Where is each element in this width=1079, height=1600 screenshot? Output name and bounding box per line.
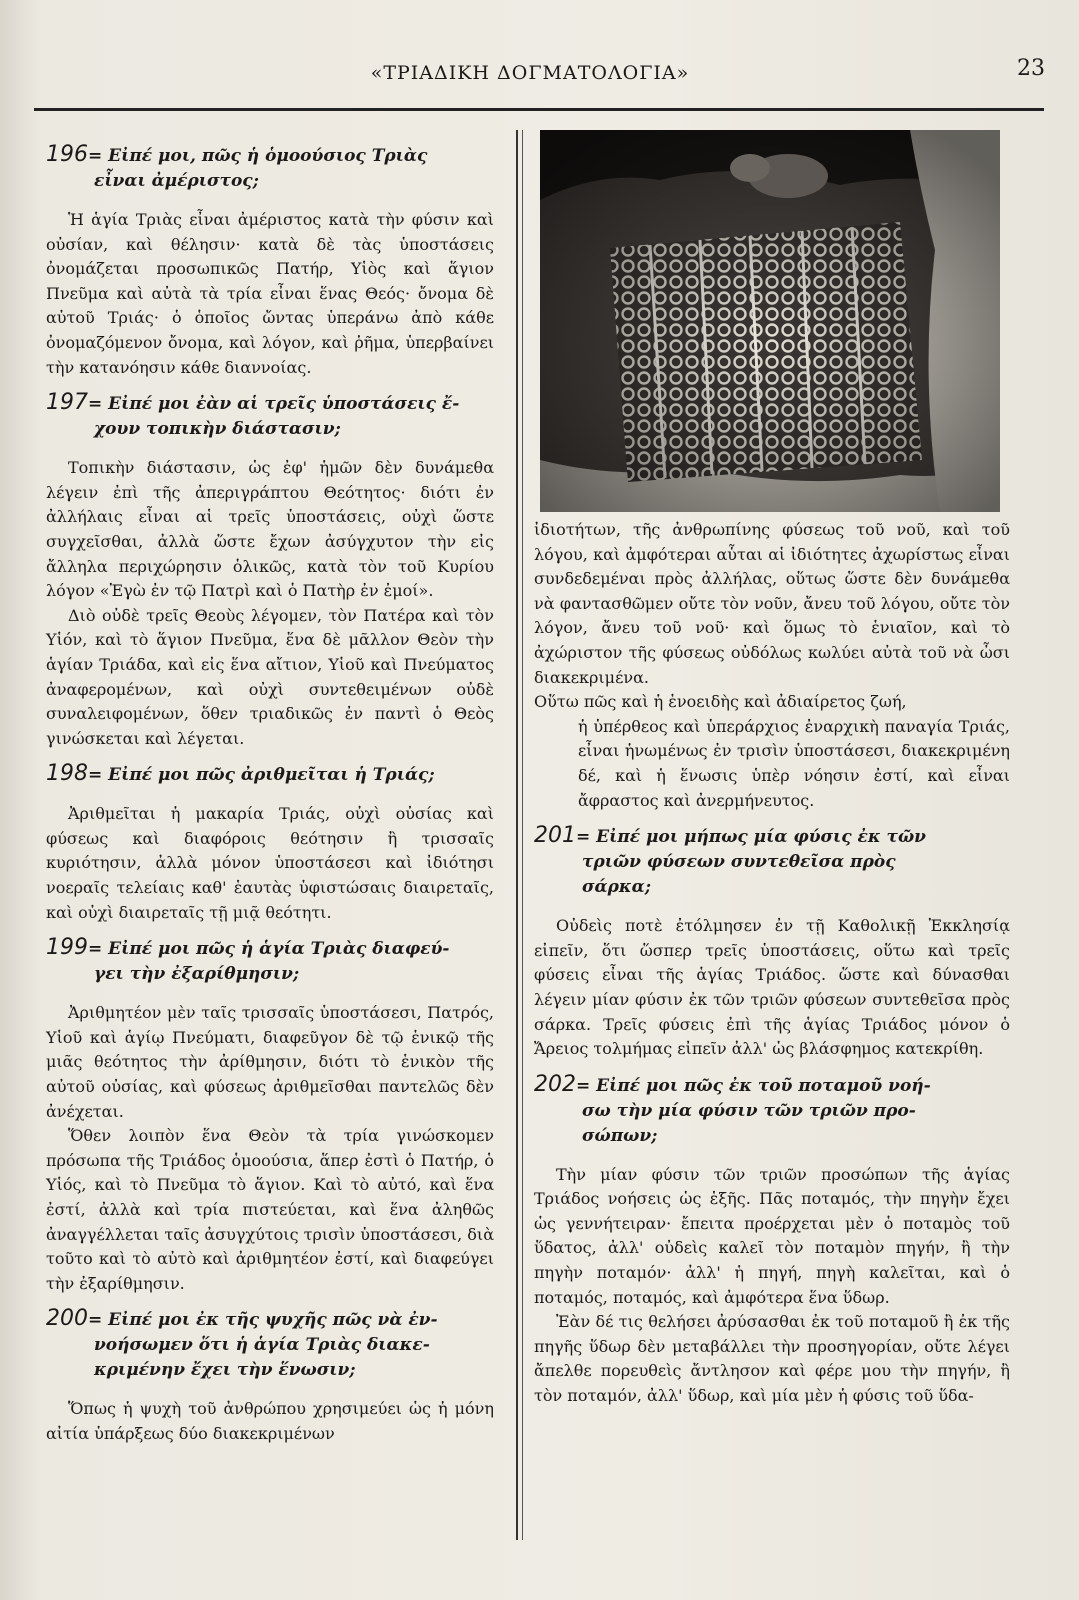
question-number: 200 — [46, 1306, 88, 1332]
answer-202-p2: Ἐὰν δέ τις θελήσει ἀρύσασθαι ἐκ τοῦ ποταμοῦ ἢ ἐκ τῆς πηγῆς ὕδωρ δὲν μεταβάλλει τὴν προσηγορίαν, οὔτε λέγει ἄπελθε πορευθεὶς ἄντλησον καὶ φέρε μου τὴν πηγήν, ἢ τὸν ποταμόν, ἀλλ' ὕδωρ, καὶ μία μὲν ἡ φύσις τοῦ ὕδα- — [534, 1312, 1010, 1406]
answer-196: Ἡ ἁγία Τριὰς εἶναι ἀμέριστος κατὰ τὴν φύσιν καὶ οὐσίαν, καὶ θέλησιν· κατὰ δὲ τὰς ὑποστάσεις ὀνομάζεται προσωπικῶς Πατήρ, Υἱὸς καὶ ἅγιον Πνεῦμα καὶ αὐτὰ τὰ τρία εἶναι ἕνας Θεός· ὄνομα δὲ αὐτοῦ Τριάς· ὁ ὁποῖος ὤντας ὑπεράνω ἀπὸ κάθε ὀνομαζόμενον ὄνομα, καὶ λόγον, καὶ ῥῆμα, ὑπερβαίνει τὴν κατανόησιν κάθε διαννοίας. — [46, 210, 494, 377]
question-line: = Εἰπέ μοι πῶς ἡ ἁγία Τριὰς διαφεύ- — [88, 939, 450, 960]
right-column — [534, 518, 1010, 1409]
textile-photograph-image — [540, 130, 1000, 512]
question-line: = Εἰπέ μοι, πῶς ἡ ὁμοούσιος Τριὰς — [88, 146, 428, 166]
question-line: κριμένην ἔχει τὴν ἕνωσιν; — [94, 1360, 356, 1381]
column-divider — [516, 130, 518, 1540]
left-column — [46, 132, 494, 1447]
answer-199-p1: Ἀριθμητέον μὲν ταῖς τρισσαῖς ὑποστάσεσι, Πατρός, Υἱοῦ καὶ ἁγίῳ Πνεύματι, διαφεῦγον δὲ τῷ ἑνικῷ τῆς μιᾶς θεότητος τὴν ἀρίθμησιν, διότι τὸ ἑνικὸν τῆς αὐτοῦ οὐσίας, καὶ φύσεως ἀριθμεῖσθαι παντελῶς δὲν ἀνέχεται. — [46, 1003, 494, 1121]
question-number: 199 — [46, 935, 88, 961]
page-number: 23 — [1017, 56, 1045, 81]
question-line: = Εἰπέ μοι ἐὰν αἱ τρεῖς ὑποστάσεις ἔ- — [88, 394, 460, 415]
question-number: 198 — [46, 761, 88, 787]
question-line: σώπων; — [582, 1125, 658, 1146]
question-line: εἶναι ἀμέριστος; — [94, 171, 259, 191]
textile-photograph — [540, 130, 1000, 512]
question-196 — [46, 142, 494, 194]
question-200 — [46, 1306, 494, 1383]
question-number: 196 — [46, 142, 88, 167]
question-line: νοήσωμεν ὅτι ἡ ἁγία Τριὰς διακε- — [94, 1335, 430, 1356]
answer-202-p1: Τὴν μίαν φύσιν τῶν τριῶν προσώπων τῆς ἁγίας Τριάδος νοήσεις ὡς ἑξῆς. Πᾶς ποταμός, τὴν πηγὴν ἔχει ὡς γεννήτειραν· ἔπειτα προέρχεται μὲν ὁ ποταμὸς τοῦ ὕδατος, ἀλλ' οὐδεὶς καλεῖ τὸν ποταμὸν πηγήν, ἢ τὴν πηγὴν ποταμόν· ἀλλ' ἡ πηγή, πηγὴ καλεῖται, καὶ ὁ ποταμός, ποταμός, καὶ ἀμφότερα ἕνα ὕδωρ. — [534, 1164, 1010, 1307]
answer-199-p2: Ὅθεν λοιπὸν ἕνα Θεὸν τὰ τρία γινώσκομεν πρόσωπα τῆς Τριάδος ὁμοούσια, ἅπερ ἐστὶ ὁ Πατήρ, ὁ Υἱός, καὶ τὸ Πνεῦμα τὸ ἅγιον. Καὶ τὸ αὐτό, καὶ ἕνα ἐστί, ἀλλὰ καὶ τρία πιστεύεται, καὶ ἕνα ἀληθῶς ἀναγγέλλεται ταῖς ἀσυγχύτοις τρισὶν ὑποστάσεσι, διὰ τοῦτο καὶ τὸ αὐτὸ καὶ ἀριθμητέον ἐστί, καὶ διαφεύγει τὴν ἐξαρίθμησιν. — [46, 1126, 494, 1293]
answer-197-p1: Τοπικὴν διάστασιν, ὡς ἐφ' ἡμῶν δὲν δυνάμεθα λέγειν ἐπὶ τῆς ἀπεριγράπτου Θεότητος· διότι ἐν ἀλλήλαις εἶναι αἱ τρεῖς ὑποστάσεις, οὐχὶ ὥστε συγχεῖσθαι, ἀλλὰ ὥστε ἔχων ἀσύγχυτον τὴν εἰς ἄλληλα περιχώρησιν ὁλικῶς, κατὰ τὸν τοῦ Κυρίου λόγον «Ἐγὼ ἐν τῷ Πατρὶ καὶ ὁ Πατὴρ ἐν ἐμοί». — [46, 458, 494, 601]
answer-197-p2: Διὸ οὐδὲ τρεῖς Θεοὺς λέγομεν, τὸν Πατέρα καὶ τὸν Υἱόν, καὶ τὸ ἅγιον Πνεῦμα, ἕνα δὲ μᾶλλον Θεὸν τὴν ἁγίαν Τριάδα, καὶ εἰς ἕνα αἴτιον, Υἱοῦ καὶ Πνεύματος ἀναφερομένων, καὶ οὐχὶ συντεθειμένων οὐδὲ συναλειφομένων, ὅθεν τριαδικῶς ἐν παντὶ ὁ Θεὸς γινώσκεται καὶ λέγεται. — [46, 605, 494, 748]
question-202 — [534, 1072, 1010, 1149]
question-number: 201 — [534, 823, 576, 849]
answer-200: Ὅπως ἡ ψυχὴ τοῦ ἀνθρώπου χρησιμεύει ὡς ἡ μόνη αἰτία ὑπάρξεως δύο διακεκριμένων — [46, 1399, 494, 1443]
running-title: «ΤΡΙΑΔΙΚΗ ΔΟΓΜΑΤΟΛΟΓΙΑ» — [370, 62, 690, 84]
column-divider-inner — [522, 130, 523, 1540]
question-201 — [534, 823, 1010, 900]
question-line: τριῶν φύσεων συντεθεῖσα πρὸς — [582, 852, 896, 873]
answer-200-continued-p2-lead: Οὕτω πῶς καὶ ἡ ἑνοειδὴς καὶ ἀδιαίρετος ζωή, — [534, 692, 907, 712]
question-line: γει τὴν ἐξαρίθμησιν; — [94, 964, 300, 985]
question-197 — [46, 390, 494, 442]
question-number: 202 — [534, 1071, 576, 1097]
question-line: σάρκα; — [582, 877, 652, 898]
question-line: = Εἰπέ μοι πῶς ἐκ τοῦ ποταμοῦ νοή- — [576, 1075, 931, 1096]
answer-200-continued-p2: ἡ ὑπέρθεος καὶ ὑπεράρχιος ἐναρχικὴ παναγία Τριάς, εἶναι ἡνωμένως ἐν τρισὶν ὑποστάσεσι, διακεκριμένη δέ, καὶ ἡ ἕνωσις ὑπὲρ νόησιν ἐστί, καὶ εἶναι ἄφραστος καὶ ἀνερμήνευτος. — [578, 716, 1010, 810]
question-line: = Εἰπέ μοι μήπως μία φύσις ἐκ τῶν — [576, 827, 926, 848]
question-line: χουν τοπικὴν διάστασιν; — [94, 419, 341, 440]
answer-201: Οὐδεὶς ποτὲ ἐτόλμησεν ἐν τῇ Καθολικῇ Ἐκκλησίᾳ εἰπεῖν, ὅτι ὥσπερ τρεῖς ὑποστάσεις, οὕτω καὶ τρεῖς φύσεις εἶναι τῆς ἁγίας Τριάδος. ὥστε καὶ δύνασθαι λέγειν μίαν φύσιν ἐκ τῶν τριῶν φύσεων συντεθεῖσα πρὸς σάρκα. Τρεῖς φύσεις ἐπὶ τῆς ἁγίας Τριάδος μόνον ὁ Ἄρειος τολμήμας εἰπεῖν ἀλλ' ὡς βλάσφημος κατεκρίθη. — [534, 916, 1010, 1059]
question-line: = Εἰπέ μοι πῶς ἀριθμεῖται ἡ Τριάς; — [88, 765, 435, 786]
answer-200-continued-p1: ἰδιοτήτων, τῆς ἀνθρωπίνης φύσεως τοῦ νοῦ, καὶ τοῦ λόγου, καὶ ἀμφότεραι αὗται αἱ ἰδιότητες ἀχωρίστως εἶναι συνδεδεμέναι πρὸς ἀλλήλας, οὕτως ὥστε δὲν δυνάμεθα νὰ φαντασθῶμεν οὔτε τὸν νοῦν, ἄνευ τοῦ λόγου, οὔτε τὸν λόγον, ἄνευ τοῦ νοῦ· καὶ ὅμως τὸ ἑνιαῖον, καὶ τὸ ἀχώριστον τῆς φύσεως οὐδόλως κωλύει αὐτὰ τοῦ νὰ ὦσι διακεκριμένα. — [534, 520, 1010, 687]
question-198 — [46, 761, 494, 788]
header-rule — [34, 108, 1044, 111]
question-line: = Εἰπέ μοι ἐκ τῆς ψυχῆς πῶς νὰ ἐν- — [88, 1310, 438, 1331]
question-number: 197 — [46, 390, 88, 416]
question-line: σω τὴν μία φύσιν τῶν τριῶν προ- — [582, 1100, 916, 1121]
answer-198: Ἀριθμεῖται ἡ μακαρία Τριάς, οὐχὶ οὐσίας καὶ φύσεως καὶ διαφόροις θεότησιν ἢ τρισσαῖς κυριότησιν, ἀλλὰ μόνον ὑποστάσεσι καὶ ἰδιότησι νοεραῖς τελείαις καθ' ἑαυτὰς ὑφιστώσαις διαιρεταῖς, καὶ οὐχὶ διαιρεταῖς τῇ μιᾷ θεότητι. — [46, 804, 494, 922]
question-199 — [46, 935, 494, 987]
